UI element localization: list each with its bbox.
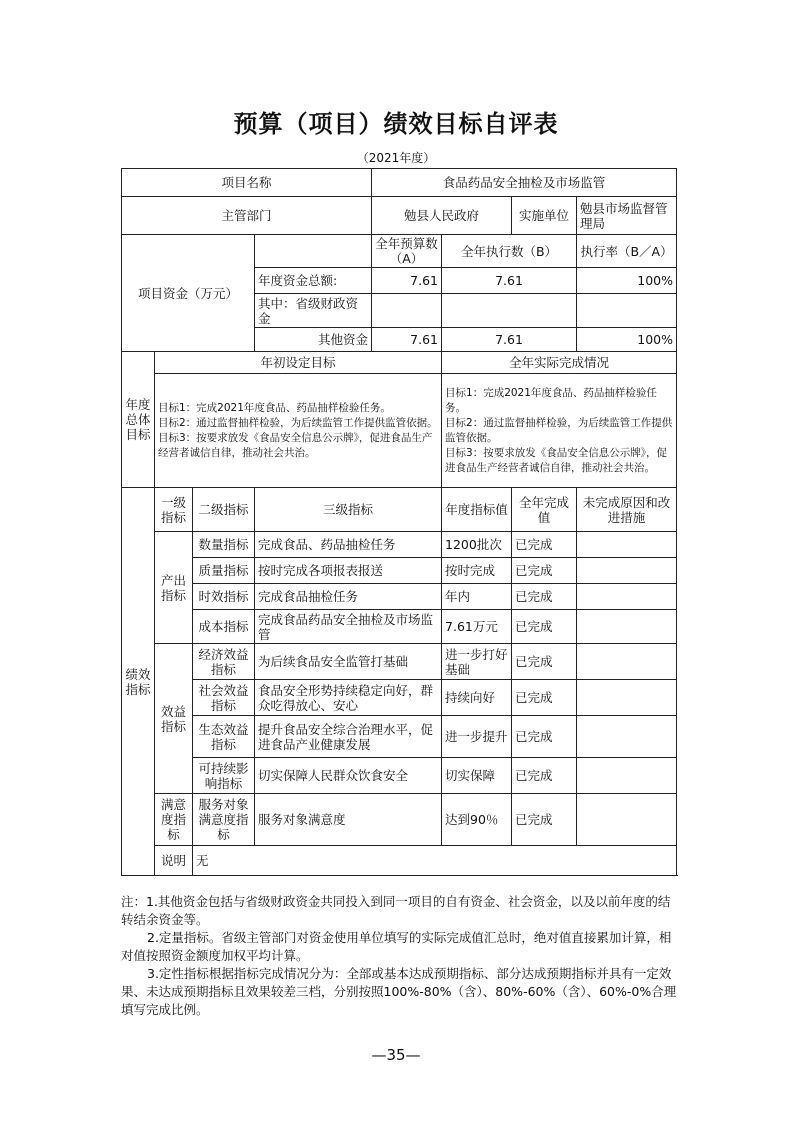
col-rate: 执行率（B／A） [577,235,677,268]
target-cell: 按时完成 [442,558,512,584]
target-cell: 切实保障 [442,758,512,794]
level2-cell: 服务对象满意度指标 [193,794,255,846]
footnote: 2.定量指标。省级主管部门对资金使用单位填写的实际完成值汇总时，绝对值直接累加计算，相对值按照资金额度加权平均计算。 [121,930,672,963]
indicators-label-text: 绩效指标 [125,666,151,697]
remark-value: 无 [193,846,677,876]
group-label-text: 产出指标 [160,572,186,603]
evaluation-table [121,168,677,876]
actual-cell: 已完成 [512,794,577,846]
level2-cell: 数量指标 [193,532,255,558]
dept-value: 勉县人民政府 [372,197,512,235]
group-label [155,532,193,644]
actual-cell: 已完成 [512,716,577,758]
target-cell: 进一步提升 [442,716,512,758]
funds-label-text: 项目资金（万元） [137,285,238,301]
header-level1: 一级指标 [155,488,193,532]
level3-cell: 切实保障人民群众饮食安全 [255,758,442,794]
goals-planned-header: 年初设定目标 [155,352,442,374]
page-number: —35— [371,1046,421,1064]
target-cell: 达到90％ [442,794,512,846]
level3-cell: 提升食品安全综合治理水平，促进食品产业健康发展 [255,716,442,758]
target-cell: 1200批次 [442,532,512,558]
reason-cell [577,532,677,558]
funds-row-label: 年度资金总额: [255,268,372,294]
group-label-text: 满意度指标 [160,797,186,842]
header-target: 年度指标值 [442,488,512,532]
reason-cell [577,758,677,794]
actual-cell: 已完成 [512,532,577,558]
level3-cell: 为后续食品安全监管打基础 [255,644,442,680]
goals-planned-text: 目标1：完成2021年度食品、药品抽样检验任务。 目标2：通过监督抽样检验，为后续监管工作提供监管依据。 目标3：按要求放发《食品安全信息公示牌》，促进食品生产经营者诚信自律，推动社会共治。 [155,374,442,488]
fiscal-year: （2021年度） [356,151,436,165]
reason-cell [577,558,677,584]
goals-actual-text: 目标1：完成2021年度食品、药品抽样检验任务。 目标2：通过监督抽样检验，为后续监管工作提供监管依据。 目标3：按要求放发《食品安全信息公示牌》，促进食品生产经营者诚信自律，推动社会共治。 [442,374,677,488]
impl-value: 勉县市场监督管理局 [577,197,677,235]
goals-actual-header: 全年实际完成情况 [442,352,677,374]
group-label-text: 效益指标 [160,703,186,734]
project-name-label: 项目名称 [122,169,372,197]
funds-row-rate: 100% [577,268,677,294]
page-title: 预算（项目）绩效目标自评表 [233,109,559,138]
funds-row-rate: 100% [577,328,677,352]
reason-cell [577,716,677,758]
dept-label: 主管部门 [122,197,372,235]
target-cell: 年内 [442,584,512,610]
level2-cell: 社会效益指标 [193,680,255,716]
footnote: 3.定性指标根据指标完成情况分为：全部或基本达成预期指标、部分达成预期指标并具有一定效果、未达成预期指标且效果较差三档，分别按照100%-80%（含）、80%-60%（含）、60%-0%合理填写完成比例。 [121,966,677,1017]
actual-cell: 已完成 [512,558,577,584]
level3-cell: 按时完成各项报表报送 [255,558,442,584]
target-cell: 持续向好 [442,680,512,716]
target-cell: 7.61万元 [442,610,512,644]
level3-cell: 完成食品药品安全抽检及市场监管 [255,610,442,644]
level2-cell: 质量指标 [193,558,255,584]
reason-cell [577,680,677,716]
actual-cell: 已完成 [512,610,577,644]
reason-cell [577,610,677,644]
level3-cell: 服务对象满意度 [255,794,442,846]
funds-row-rate [577,294,677,328]
reason-cell [577,644,677,680]
level3-cell: 完成食品抽检任务 [255,584,442,610]
col-exec: 全年执行数（B） [442,235,577,268]
level2-cell: 可持续影响指标 [193,758,255,794]
reason-cell [577,794,677,846]
footnote: 注：1.其他资金包括与省级财政资金共同投入到同一项目的自有资金、社会资金，以及以前年度的结转结余资金等。 [121,894,671,927]
level3-cell: 完成食品、药品抽检任务 [255,532,442,558]
footnotes [121,893,677,1019]
header-actual: 全年完成值 [512,488,577,532]
actual-cell: 已完成 [512,680,577,716]
project-name-value: 食品药品安全抽检及市场监管 [372,169,677,197]
level3-cell: 食品安全形势持续稳定向好，群众吃得放心、安心 [255,680,442,716]
actual-cell: 已完成 [512,584,577,610]
funds-row-label: 其中：省级财政资金 [255,294,372,328]
funds-row-budget [372,294,442,328]
funds-label [122,235,255,352]
funds-row-budget: 7.61 [372,328,442,352]
actual-cell: 已完成 [512,758,577,794]
goals-label [122,352,155,488]
header-reason: 未完成原因和改进措施 [577,488,677,532]
group-label [155,644,193,794]
level2-cell: 生态效益指标 [193,716,255,758]
level2-cell: 时效指标 [193,584,255,610]
indicators-label [122,488,155,876]
group-label [155,794,193,846]
level2-cell: 成本指标 [193,610,255,644]
funds-row-exec: 7.61 [442,268,577,294]
header-level2: 二级指标 [193,488,255,532]
funds-row-budget: 7.61 [372,268,442,294]
target-cell: 进一步打好基础 [442,644,512,680]
funds-header-blank [255,235,372,268]
header-level3: 三级指标 [255,488,442,532]
col-budget: 全年预算数（A） [372,235,442,268]
impl-label: 实施单位 [512,197,577,235]
remark-label: 说明 [155,846,193,876]
funds-row-label: 其他资金 [255,328,372,352]
level2-cell: 经济效益指标 [193,644,255,680]
goals-label-text: 年度总体目标 [125,397,151,442]
actual-cell: 已完成 [512,644,577,680]
funds-row-exec [442,294,577,328]
funds-row-exec: 7.61 [442,328,577,352]
reason-cell [577,584,677,610]
